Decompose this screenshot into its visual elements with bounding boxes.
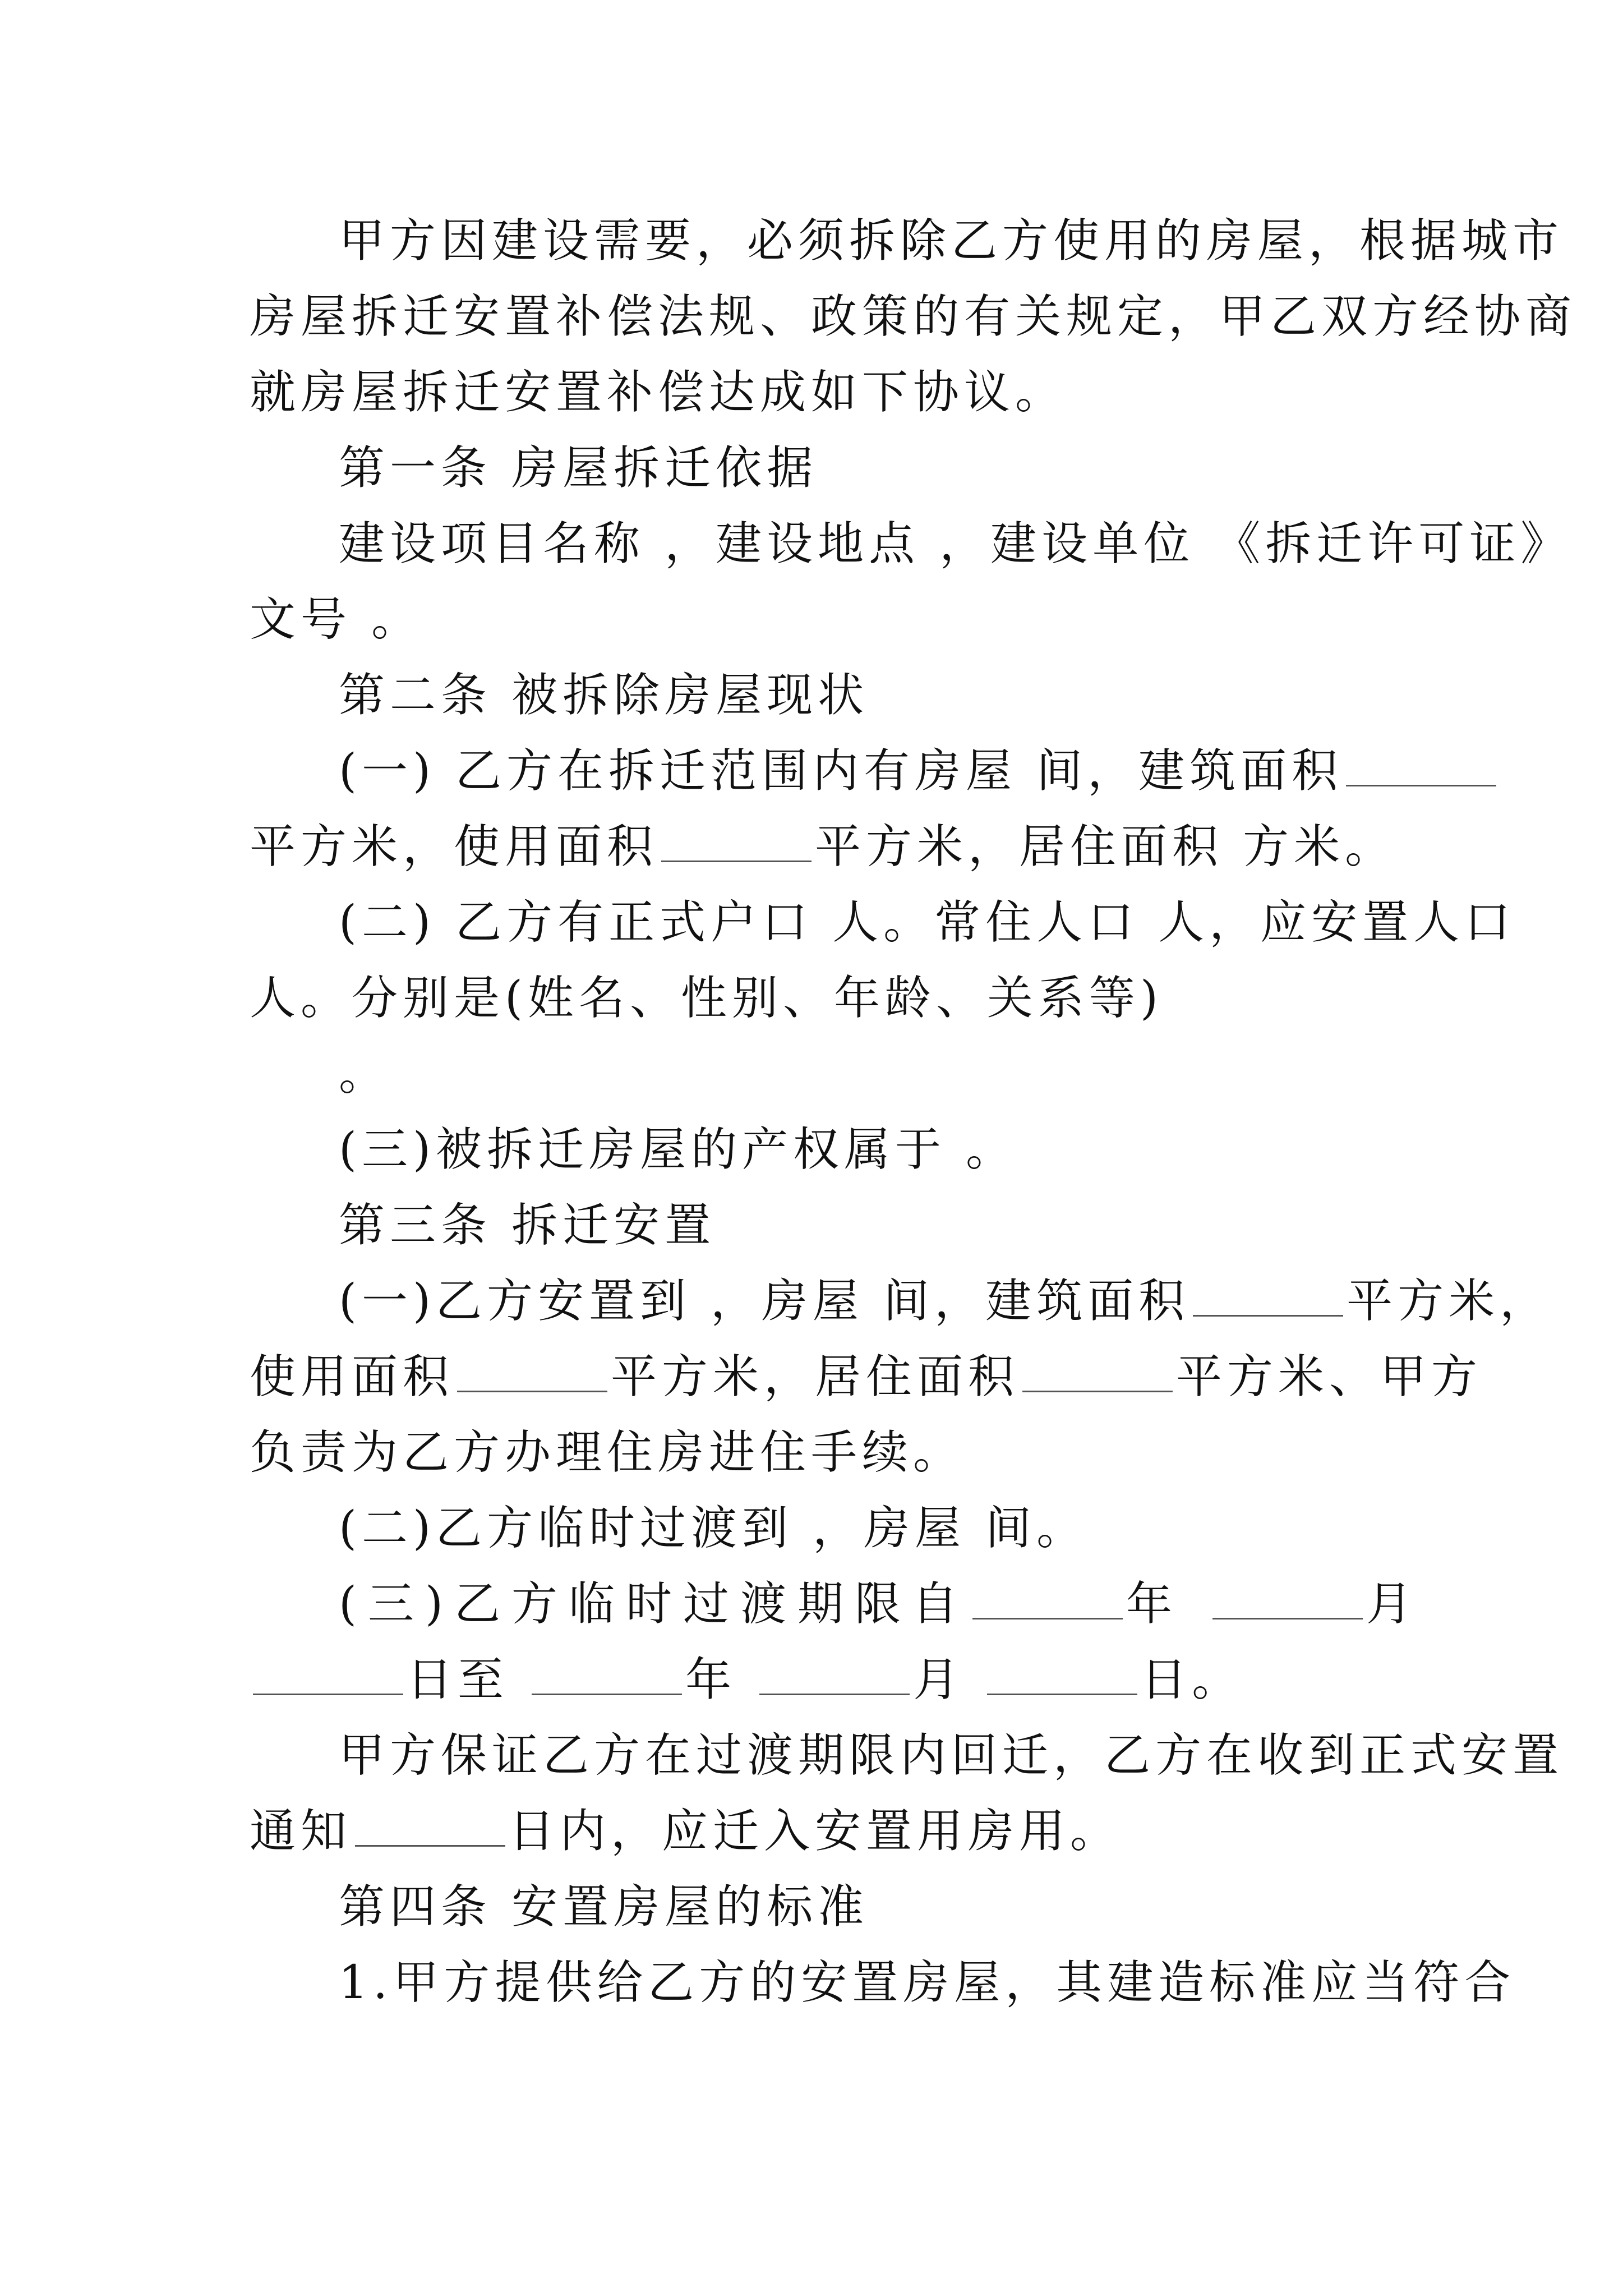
- article-1-line-1: 建设项目名称 ，建设地点 ，建设单位 《拆迁许可证》: [339, 517, 1572, 570]
- article-3-item-1-text-b: 平方米，: [1347, 1274, 1551, 1328]
- article-3-item-3-text-e: 年: [685, 1653, 737, 1706]
- article-3-item-1-text-e: 平方米、甲方: [1176, 1350, 1483, 1404]
- article-3-item-3-line-2: [250, 1652, 1388, 1708]
- article-1-line-2: 文号 。: [250, 593, 423, 646]
- paragraph-intro-line-2: 房屋拆迁安置补偿法规、政策的有关规定，甲乙双方经协商: [250, 290, 1577, 343]
- blank-line: [532, 1654, 682, 1695]
- article-3-item-1-text-a: (一)乙方安置到 ，房屋 间，建筑面积: [339, 1274, 1190, 1328]
- article-2-item-1-text-b: 平方米，居住面积 方米。: [815, 820, 1396, 873]
- article-2-item-2-line-1: (二) 乙方有正式户口 人。常住人口 人，应安置人口: [339, 896, 1516, 949]
- article-3-guarantee-text-a: 通知: [250, 1805, 352, 1858]
- article-3-item-3-line-1: [339, 1576, 1424, 1632]
- article-3-item-1-line-1: [339, 1273, 1551, 1329]
- article-2-item-2-line-3: 。: [339, 1047, 390, 1101]
- article-2-item-1-line-2: [250, 819, 1396, 875]
- article-3-item-2: (二)乙方临时过渡到 ，房屋 间。: [339, 1502, 1088, 1555]
- article-2-item-1-text: (一) 乙方在拆迁范围内有房屋 间，建筑面积: [339, 744, 1343, 798]
- article-4-item-1: 1.甲方提供给乙方的安置房屋，其建造标准应当符合: [339, 1956, 1516, 2009]
- blank-line: [1212, 1579, 1363, 1619]
- article-2-item-1-line-1: [339, 743, 1388, 799]
- blank-line: [355, 1806, 505, 1847]
- article-2-heading: 第二条 被拆除房屋现状: [339, 669, 869, 722]
- article-3-heading: 第三条 拆迁安置: [339, 1199, 716, 1252]
- blank-line: [972, 1579, 1123, 1619]
- article-3-guarantee-text-b: 日内，应迁入安置用房用。: [509, 1805, 1122, 1858]
- blank-line: [1346, 746, 1496, 786]
- article-3-guarantee-line-1: 甲方保证乙方在过渡期限内回迁，乙方在收到正式安置: [339, 1729, 1564, 1782]
- article-2-item-2-line-2: 人。分别是(姓名、性别、年龄、关系等): [250, 972, 1163, 1025]
- article-3-item-3-text-b: 年: [1126, 1577, 1183, 1631]
- paragraph-intro-line-1: 甲方因建设需要，必须拆除乙方使用的房屋，根据城市: [339, 214, 1564, 268]
- article-3-item-3-text-f: 月: [913, 1653, 965, 1706]
- blank-line: [661, 821, 811, 862]
- article-2-item-3: (三)被拆迁房屋的产权属于 。: [339, 1123, 1017, 1176]
- article-3-item-3-text-a: (三)乙方临时过渡期限自: [339, 1577, 969, 1631]
- article-3-item-1-line-3: 负责为乙方办理住房进住手续。: [250, 1426, 965, 1479]
- article-3-item-3-text-c: 月: [1366, 1577, 1424, 1631]
- article-3-item-3-text-g: 日。: [1141, 1653, 1243, 1706]
- article-2-item-1-text-a: 平方米，使用面积: [250, 820, 658, 873]
- article-3-guarantee-line-2: [250, 1803, 1388, 1860]
- blank-line: [1022, 1351, 1173, 1392]
- article-3-item-1-line-2: [250, 1349, 1483, 1405]
- blank-line: [759, 1654, 910, 1695]
- blank-line: [457, 1351, 607, 1392]
- blank-line: [253, 1654, 403, 1695]
- article-3-item-1-text-c: 使用面积: [250, 1350, 454, 1404]
- paragraph-intro-line-3: 就房屋拆迁安置补偿达成如下协议。: [250, 366, 1067, 419]
- article-1-heading: 第一条 房屋拆迁依据: [339, 441, 818, 495]
- blank-line: [987, 1654, 1137, 1695]
- blank-line: [1193, 1276, 1343, 1317]
- article-3-item-1-text-d: 平方米，居住面积: [611, 1350, 1020, 1404]
- article-4-heading: 第四条 安置房屋的标准: [339, 1880, 869, 1934]
- article-3-item-3-text-d: 日至: [407, 1653, 509, 1706]
